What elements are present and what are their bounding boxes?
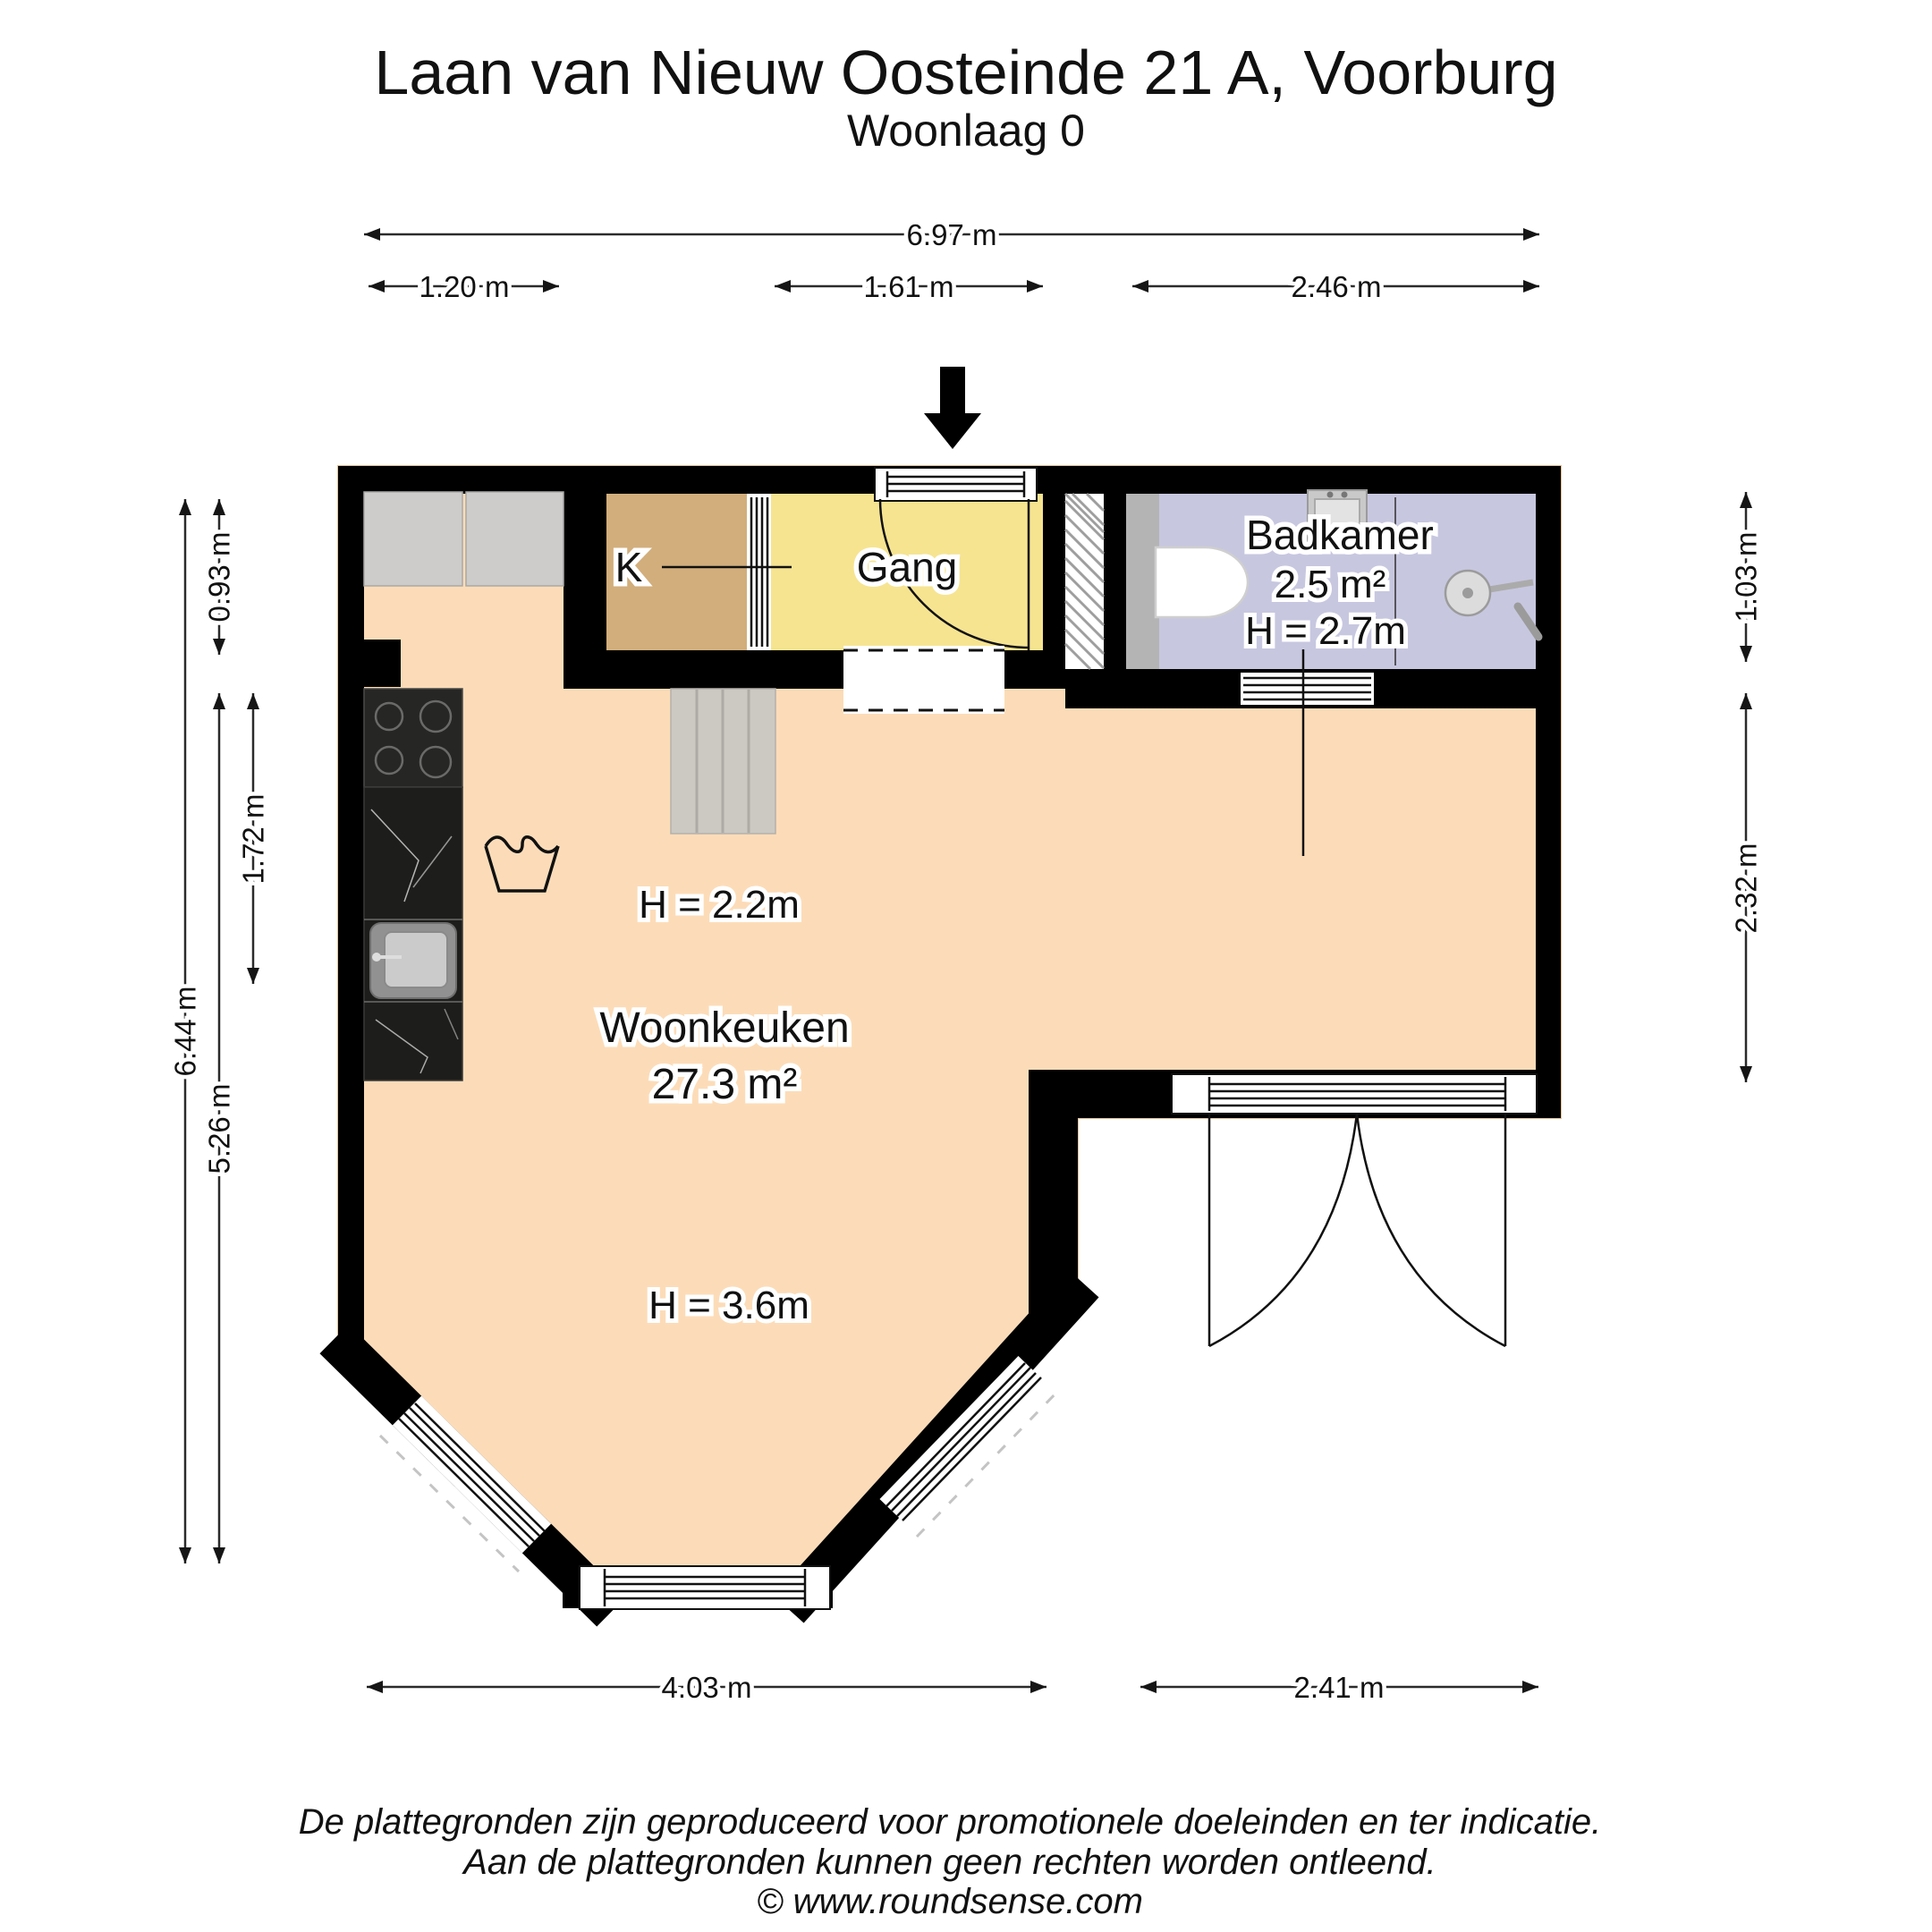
cooktop-icon: [364, 689, 462, 787]
badkamer-sliding-door: [1241, 673, 1374, 705]
svg-text:1.61 m: 1.61 m: [863, 270, 954, 303]
svg-text:4.03 m: 4.03 m: [661, 1671, 752, 1704]
bay-window-bottom: [580, 1566, 830, 1609]
svg-text:6.97 m: 6.97 m: [906, 218, 997, 251]
svg-text:1.72 m: 1.72 m: [236, 793, 270, 885]
svg-text:0.93 m: 0.93 m: [202, 531, 236, 623]
label-woonkeuken-ceiling-front: H = 2.2m: [639, 883, 800, 927]
header: [374, 38, 1557, 156]
svg-text:2.46 m: 2.46 m: [1291, 270, 1382, 303]
kast-sliding-door: [747, 494, 771, 650]
toilet-icon: [1156, 547, 1248, 617]
label-woonkeuken: Woonkeuken: [599, 1004, 850, 1052]
shaft: [1065, 494, 1104, 669]
gang-opening: [843, 646, 1004, 714]
svg-text:1.20 m: 1.20 m: [419, 270, 510, 303]
page-subtitle: Woonlaag 0: [847, 106, 1085, 156]
dim-top-total: [364, 218, 1539, 251]
dim-left-upper: [203, 499, 236, 655]
badkamer-partition-strip: [1126, 494, 1159, 669]
label-woonkeuken-area: 27.3 m²: [651, 1061, 798, 1108]
footer: [299, 1802, 1602, 1921]
wall-right: [1536, 466, 1561, 1118]
stairs: [671, 689, 775, 834]
kitchen-counter: [364, 787, 462, 1080]
svg-text:2.41 m: 2.41 m: [1293, 1671, 1385, 1704]
page-title: Laan van Nieuw Oosteinde 21 A, Voorburg: [374, 38, 1558, 107]
wall-gang-right: [1043, 494, 1065, 689]
svg-text:5.26 m: 5.26 m: [202, 1083, 236, 1174]
dim-left-inner: [237, 693, 270, 984]
dim-bottom-left: [367, 1671, 1046, 1704]
footer-disclaimer-2: Aan de plattegronden kunnen geen rechten worden ontleend.: [463, 1843, 1436, 1882]
svg-text:1.03 m: 1.03 m: [1729, 531, 1763, 623]
entry-arrow-icon: [924, 367, 981, 449]
dim-right-upper: [1730, 492, 1763, 662]
dim-top-seg3: [1132, 270, 1539, 303]
footer-disclaimer-1: De plattegronden zijn geproduceerd voor promotionele doeleinden en ter indicatie.: [298, 1802, 1602, 1842]
label-badkamer-ceiling: H = 2.7m: [1245, 609, 1406, 653]
label-badkamer-area: 2.5 m²: [1274, 563, 1386, 606]
label-gang: Gang: [856, 544, 958, 590]
kitchen-sink-icon: [370, 923, 456, 998]
dim-bottom-right: [1140, 1671, 1538, 1704]
wall-left-pier: [338, 640, 401, 687]
dim-left-lower: [203, 693, 236, 1563]
svg-text:6.44 m: 6.44 m: [168, 986, 202, 1077]
dim-top-seg1: [369, 270, 559, 303]
wall-shaft-right: [1104, 494, 1126, 669]
dim-left-total: [169, 499, 202, 1563]
label-badkamer: Badkamer: [1246, 512, 1434, 558]
wall-left: [338, 466, 364, 1371]
label-kast: K: [614, 544, 643, 590]
label-woonkeuken-ceiling-back: H = 3.6m: [648, 1284, 809, 1327]
svg-text:2.32 m: 2.32 m: [1729, 843, 1763, 934]
dim-right-lower: [1730, 693, 1763, 1082]
footer-copyright: © www.roundsense.com: [757, 1882, 1143, 1921]
dim-top-seg2: [775, 270, 1043, 303]
